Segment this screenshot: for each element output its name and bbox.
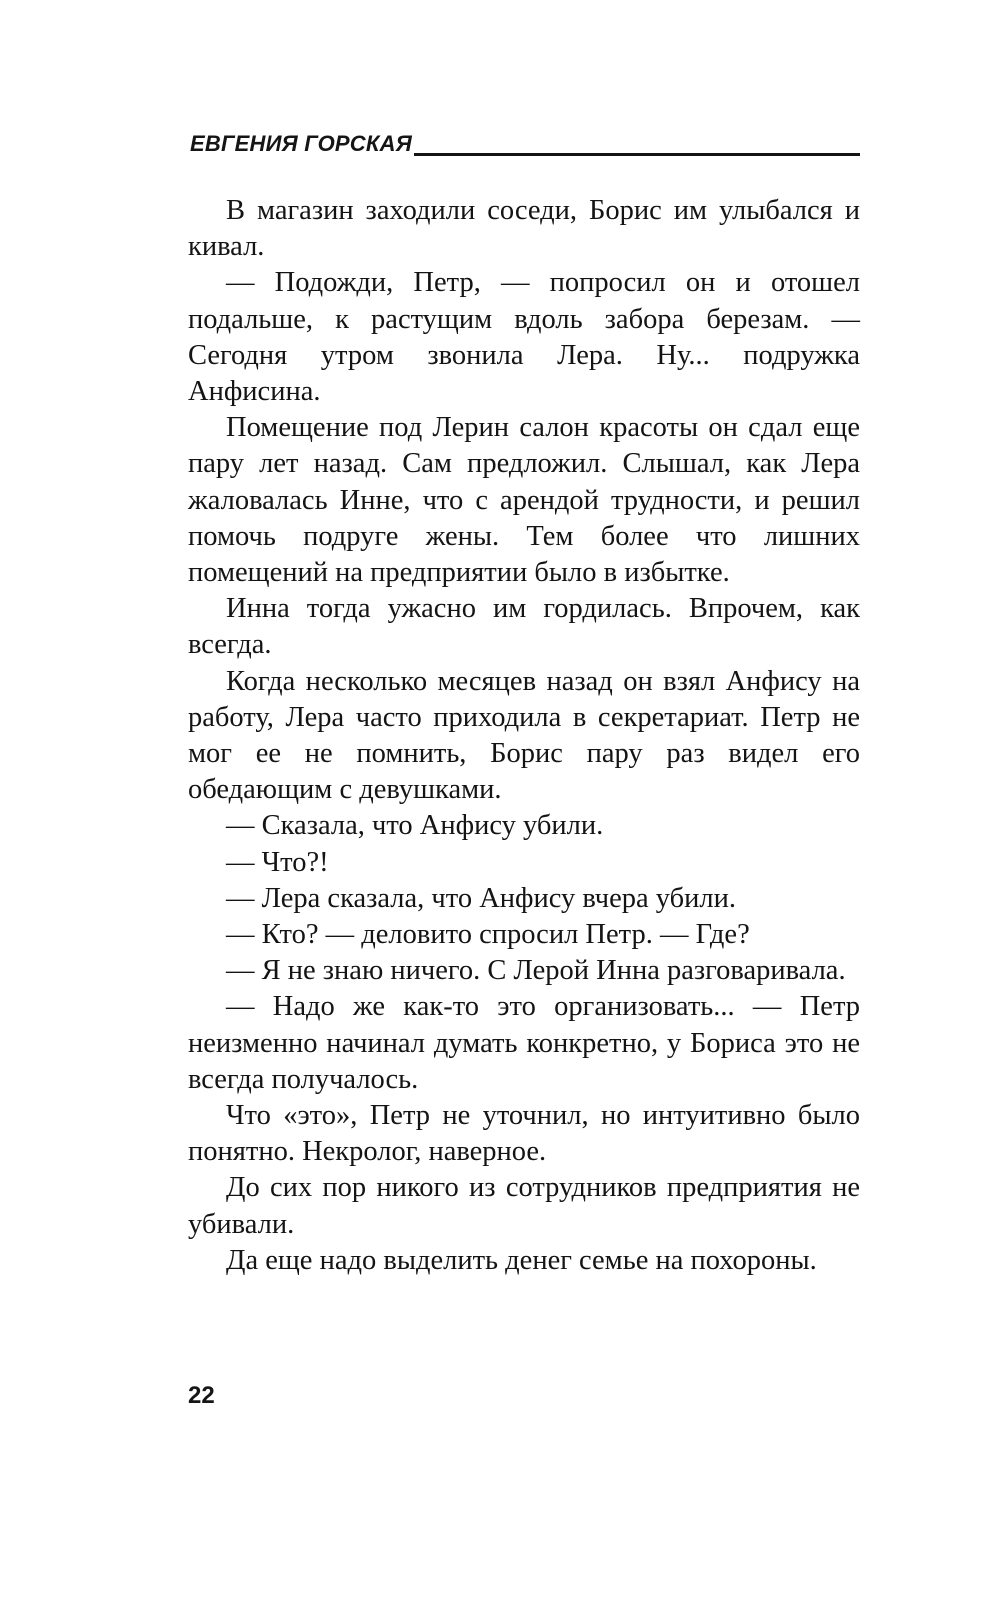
paragraph: — Лера сказала, что Анфису вчера убили. xyxy=(226,882,737,914)
author-name: ЕВГЕНИЯ ГОРСКАЯ xyxy=(190,131,412,156)
paragraph: — Кто? — деловито спросил Петр. — Где? xyxy=(226,919,750,951)
paragraph: — Надо же как-то это организовать... — Петр неизменно начинал думать конкретно, у Бориса это не всегда получалось. xyxy=(188,991,860,1095)
paragraph: Когда несколько месяцев назад он взял Анфису на работу, Лера часто приходила в секретариат. Петр не мог ее не помнить, Борис пару раз видел его обедающим с девушками. xyxy=(188,665,860,806)
paragraph: Помещение под Лерин салон красоты он сдал еще пару лет назад. Сам предложил. Слышал, как Лера жаловалась Инне, что с арендой трудности, и решил помочь подруге жены. Тем более что лишних помещений на предприятии было в избытке. xyxy=(188,412,860,589)
paragraph: — Что?! xyxy=(226,846,329,878)
paragraph: — Сказала, что Анфису убили. xyxy=(226,810,604,842)
paragraph: — Подожди, Петр, — попросил он и отошел подальше, к растущим вдоль забора березам. — Сегодня утром звонила Лера. Ну... подружка Анфисина. xyxy=(188,267,860,408)
paragraph: — Я не знаю ничего. С Лерой Инна разговаривала. xyxy=(226,955,846,987)
paragraph: Что «это», Петр не уточнил, но интуитивно было понятно. Некролог, наверное. xyxy=(188,1100,860,1168)
paragraph: До сих пор никого из сотрудников предприятия не убивали. xyxy=(188,1172,860,1240)
paragraph: В магазин заходили соседи, Борис им улыбался и кивал. xyxy=(188,195,860,263)
body-text xyxy=(188,193,860,1279)
header-rule xyxy=(414,153,860,156)
running-head xyxy=(190,130,860,160)
paragraph: Инна тогда ужасно им гордилась. Впрочем, как всегда. xyxy=(188,593,860,661)
page-number: 22 xyxy=(188,1382,215,1409)
paragraph: Да еще надо выделить денег семье на похороны. xyxy=(226,1244,817,1276)
